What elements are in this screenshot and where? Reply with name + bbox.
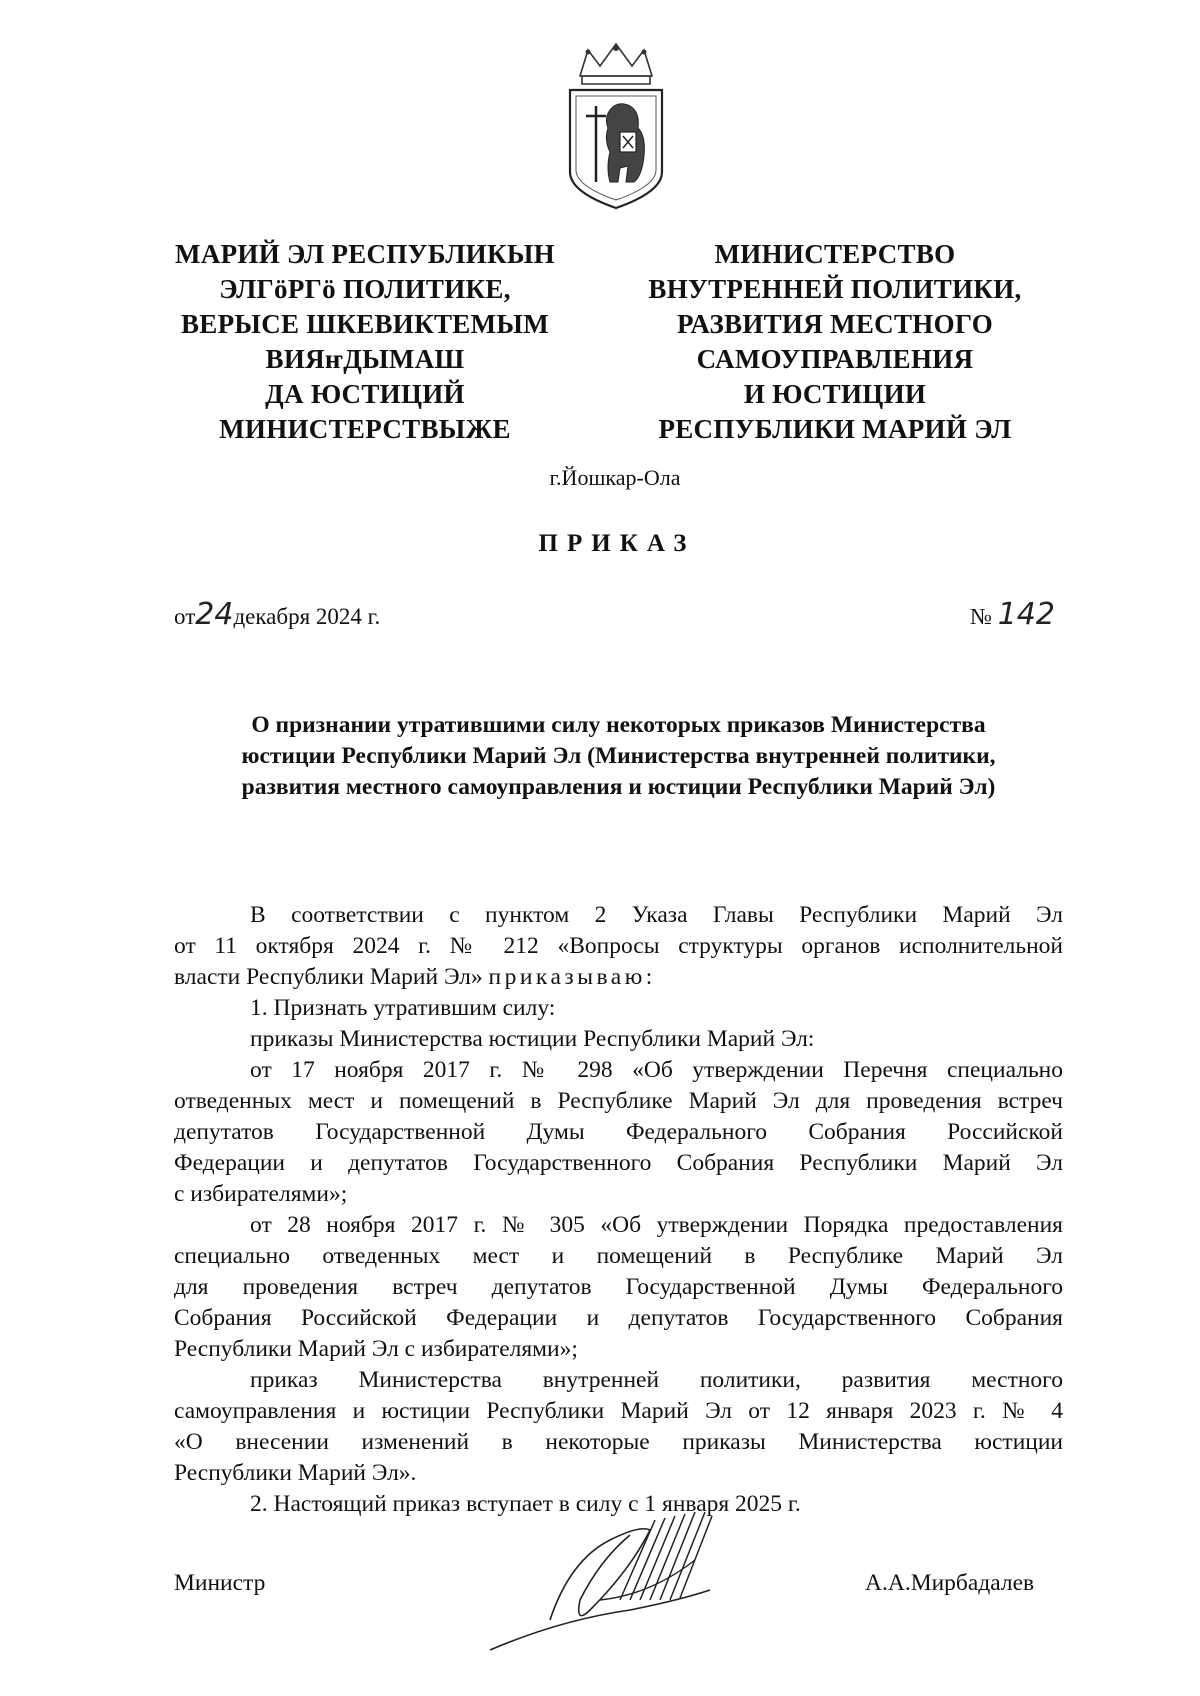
subject-line: О признании утратившими силу некоторых приказов Министерства xyxy=(251,712,986,738)
header-left-line: ВИЯҥДЫМАШ xyxy=(265,344,465,374)
number-label: № xyxy=(970,604,992,629)
header-left-line: МИНИСТЕРСТВЫЖЕ xyxy=(219,414,511,444)
header-left-line: ДА ЮСТИЦИЙ xyxy=(265,379,465,409)
preamble-text: власти Республики Марий Эл» xyxy=(174,964,483,990)
header-right-line: САМОУПРАВЛЕНИЯ xyxy=(696,344,974,374)
header-right-line: И ЮСТИЦИИ xyxy=(743,379,927,409)
document-title: ПРИКАЗ xyxy=(538,530,696,557)
order-verb: приказываю: xyxy=(488,964,656,990)
order2-line: Республики Марий Эл с избирателями»; xyxy=(174,1336,578,1362)
order3-line: приказ Министерства внутренней политики, развития местного xyxy=(250,1367,1063,1393)
order-date xyxy=(174,597,380,632)
header-right-line: РАЗВИТИЯ МЕСТНОГО xyxy=(677,309,993,339)
header-mari-name xyxy=(155,237,575,447)
header-left-line: ВЕРЫСЕ ШКЕВИКТЕМЫМ xyxy=(180,309,549,339)
order1-line: с избирателями»; xyxy=(174,1181,348,1207)
subject-line: развития местного самоуправления и юстиции Республики Марий Эл) xyxy=(241,774,996,800)
date-day-handwritten: 24 xyxy=(195,597,234,632)
handwritten-signature xyxy=(480,1500,760,1660)
header-left-line: ЭЛГӧРГӧ ПОЛИТИКЕ, xyxy=(219,274,511,304)
body-line xyxy=(174,962,1063,993)
item-1: 1. Признать утратившим силу: xyxy=(250,995,556,1021)
signatory-position: Министр xyxy=(174,1570,266,1596)
order1-line: от 17 ноября 2017 г. № 298 «Об утверждении Перечня специально xyxy=(250,1057,1063,1083)
header-left-line: МАРИЙ ЭЛ РЕСПУБЛИКЫН xyxy=(175,239,555,269)
signatory-name: А.А.Мирбадалев xyxy=(865,1570,1035,1596)
item-2: 2. Настоящий приказ вступает в силу с 1 января 2025 г. xyxy=(250,1491,801,1517)
header-right-line: ВНУТРЕННЕЙ ПОЛИТИКИ, xyxy=(648,274,1022,304)
date-suffix: декабря 2024 г. xyxy=(233,604,381,629)
order1-line: отведенных мест и помещений в Республике Марий Эл для проведения встреч xyxy=(174,1088,1063,1114)
order3-line: самоуправления и юстиции Республики Марий Эл от 12 января 2023 г. № 4 xyxy=(174,1398,1063,1424)
subject-line: юстиции Республики Марий Эл (Министерства внутренней политики, xyxy=(241,743,996,769)
header-russian-name xyxy=(625,237,1045,447)
order2-line: для проведения встреч депутатов Государственной Думы Федерального xyxy=(174,1274,1063,1300)
coat-of-arms-emblem xyxy=(560,40,672,210)
order1-line: Федерации и депутатов Государственного Собрания Республики Марий Эл xyxy=(174,1150,1063,1176)
order1-line: депутатов Государственной Думы Федерального Собрания Российской xyxy=(174,1119,1063,1145)
date-prefix: от xyxy=(174,604,196,629)
header-right-line: МИНИСТЕРСТВО xyxy=(714,239,956,269)
order2-line: Собрания Российской Федерации и депутатов Государственного Собрания xyxy=(174,1305,1063,1331)
order-number xyxy=(970,597,1055,632)
order-subject xyxy=(150,710,1087,803)
header-right-line: РЕСПУБЛИКИ МАРИЙ ЭЛ xyxy=(658,414,1012,444)
order2-line: от 28 ноября 2017 г. № 305 «Об утверждении Порядка предоставления xyxy=(250,1212,1063,1238)
order2-line: специально отведенных мест и помещений в Республике Марий Эл xyxy=(174,1243,1063,1269)
order3-line: Республики Марий Эл». xyxy=(174,1460,417,1486)
city-name: г.Йошкар-Ола xyxy=(549,465,681,490)
order3-line: «О внесении изменений в некоторые приказы Министерства юстиции xyxy=(174,1429,1063,1455)
order-body xyxy=(174,900,1063,1520)
body-line: от 11 октября 2024 г. № 212 «Вопросы структуры органов исполнительной xyxy=(174,933,1063,959)
orders-intro: приказы Министерства юстиции Республики Марий Эл: xyxy=(250,1026,815,1052)
number-value-handwritten: 142 xyxy=(997,597,1055,632)
body-line: В соответствии с пунктом 2 Указа Главы Республики Марий Эл xyxy=(250,902,1063,928)
